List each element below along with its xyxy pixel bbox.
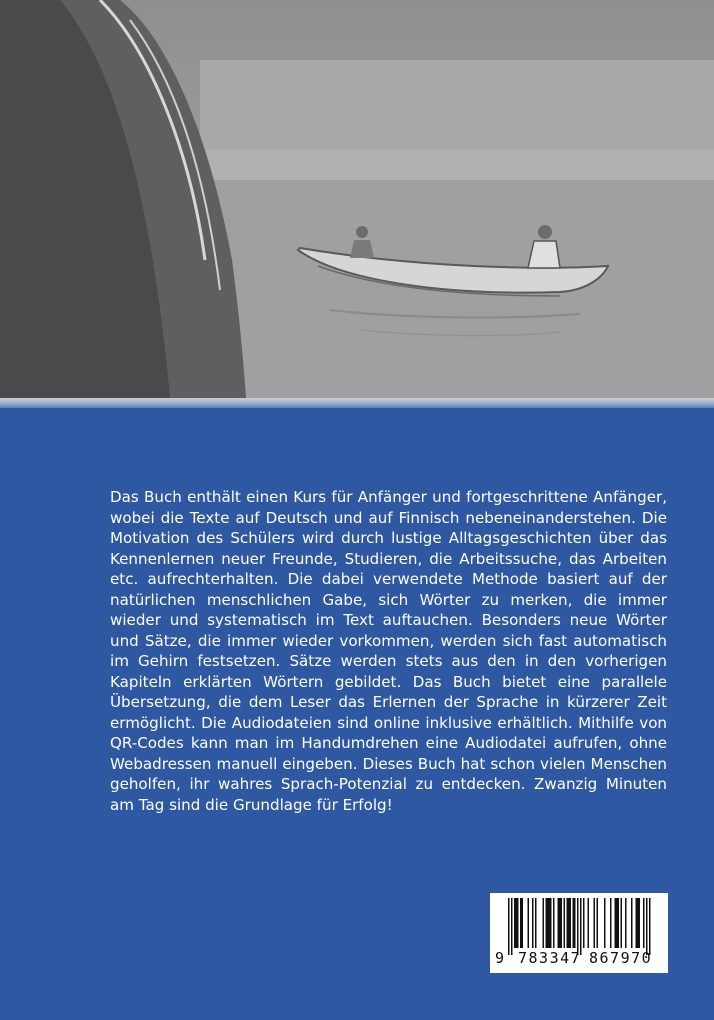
barcode-bar bbox=[618, 898, 620, 948]
cover-photo bbox=[0, 0, 714, 398]
barcode-digits bbox=[490, 949, 668, 969]
barcode-bar bbox=[508, 898, 510, 955]
description-paragraph: Das Buch enthält einen Kurs für Anfänger und fortgeschrittene Anfänger, wobei die Texte auf Deutsch und auf Finnisch nebeneinanderstehen. Die Motivation des Schülers wird durch lustige Alltagsgeschichten über das Kennenlernen neuer Freunde, Studieren, die Arbeitssuche, das Arbeiten etc. aufrechterhalten. Die dabei verwendete Methode basiert auf der natürlichen menschlichen Gabe, sich Wörter zu merken, die immer wieder und systematisch im Text auftauchen. Besonders neue Wörter und Sätze, die immer wieder vorkommen, werden sich fast automatisch im Gehirn festsetzen. Sätze werden stets aus den in den vorherigen Kapiteln erklärten Wörtern gebildet. Das Buch bietet eine parallele Übersetzung, die dem Leser das Erlernen der Sprache in kürzerer Zeit ermöglicht. Die Audiodateien sind online inklusive erhältlich. Mithilfe von QR-Codes kann man im Handumdrehen eine Audiodatei aufrufen, ohne Webadressen manuell eingeben. Dieses Buch hat schon vielen Menschen geholfen, ihr wahres Sprach-Potenzial zu entdecken. Zwanzig Minuten am Tag sind die Grundlage für Erfolg! bbox=[110, 488, 667, 814]
barcode-bar bbox=[597, 898, 599, 948]
barcode-bar bbox=[580, 898, 582, 955]
barcode-bar bbox=[604, 898, 606, 948]
barcode-bar bbox=[615, 898, 617, 948]
barcode-bar bbox=[564, 898, 566, 948]
barcode-bar bbox=[528, 898, 530, 948]
barcode-bar bbox=[568, 898, 570, 948]
barcode-bar bbox=[625, 898, 627, 948]
barcode-bar bbox=[649, 898, 651, 955]
barcode-bar bbox=[616, 898, 618, 948]
barcode-bar bbox=[636, 898, 638, 948]
isbn-barcode bbox=[490, 893, 668, 973]
barcode-bar bbox=[550, 898, 552, 948]
barcode-bar bbox=[559, 898, 561, 948]
book-description bbox=[110, 487, 667, 815]
barcode-bar bbox=[511, 898, 513, 955]
barcode-bar bbox=[546, 898, 548, 948]
barcode-bar bbox=[588, 898, 590, 948]
barcode-bar bbox=[522, 898, 524, 948]
photo-divider-stripe bbox=[0, 398, 714, 408]
barcode-bar bbox=[514, 898, 516, 948]
barcode-bar bbox=[535, 898, 537, 948]
barcode-bar bbox=[643, 898, 645, 948]
barcode-bar bbox=[646, 898, 648, 955]
barcode-bar bbox=[631, 898, 633, 948]
barcode-bar bbox=[561, 898, 563, 948]
barcode-bar bbox=[520, 898, 522, 948]
barcode-bar bbox=[639, 898, 641, 948]
barcode-bar bbox=[547, 898, 549, 948]
barcode-bar bbox=[543, 898, 545, 948]
barcode-bar bbox=[637, 898, 639, 948]
barcode-bar bbox=[558, 898, 560, 948]
barcode-bar bbox=[594, 898, 596, 948]
barcode-bar bbox=[532, 898, 534, 948]
barcode-bar bbox=[573, 898, 575, 948]
barcode-bar bbox=[610, 898, 612, 948]
barcode-bar bbox=[517, 898, 519, 948]
barcode-bar bbox=[516, 898, 518, 948]
shore-haze bbox=[200, 150, 714, 180]
barcode-bar bbox=[567, 898, 569, 948]
barcode-right-group: 867970 bbox=[589, 949, 653, 967]
barcode-bar bbox=[583, 898, 585, 948]
far-shore bbox=[200, 60, 714, 150]
barcode-bar bbox=[553, 898, 555, 948]
barcode-bar bbox=[570, 898, 572, 948]
barcode-left-group: 783347 bbox=[518, 949, 582, 967]
barcode-bar bbox=[574, 898, 576, 948]
barcode-lead-digit: 9 bbox=[495, 949, 506, 967]
barcode-bar bbox=[549, 898, 551, 948]
barcode-bar bbox=[621, 898, 623, 948]
lake-boat-illustration bbox=[0, 0, 714, 398]
barcode-bar bbox=[577, 898, 579, 955]
